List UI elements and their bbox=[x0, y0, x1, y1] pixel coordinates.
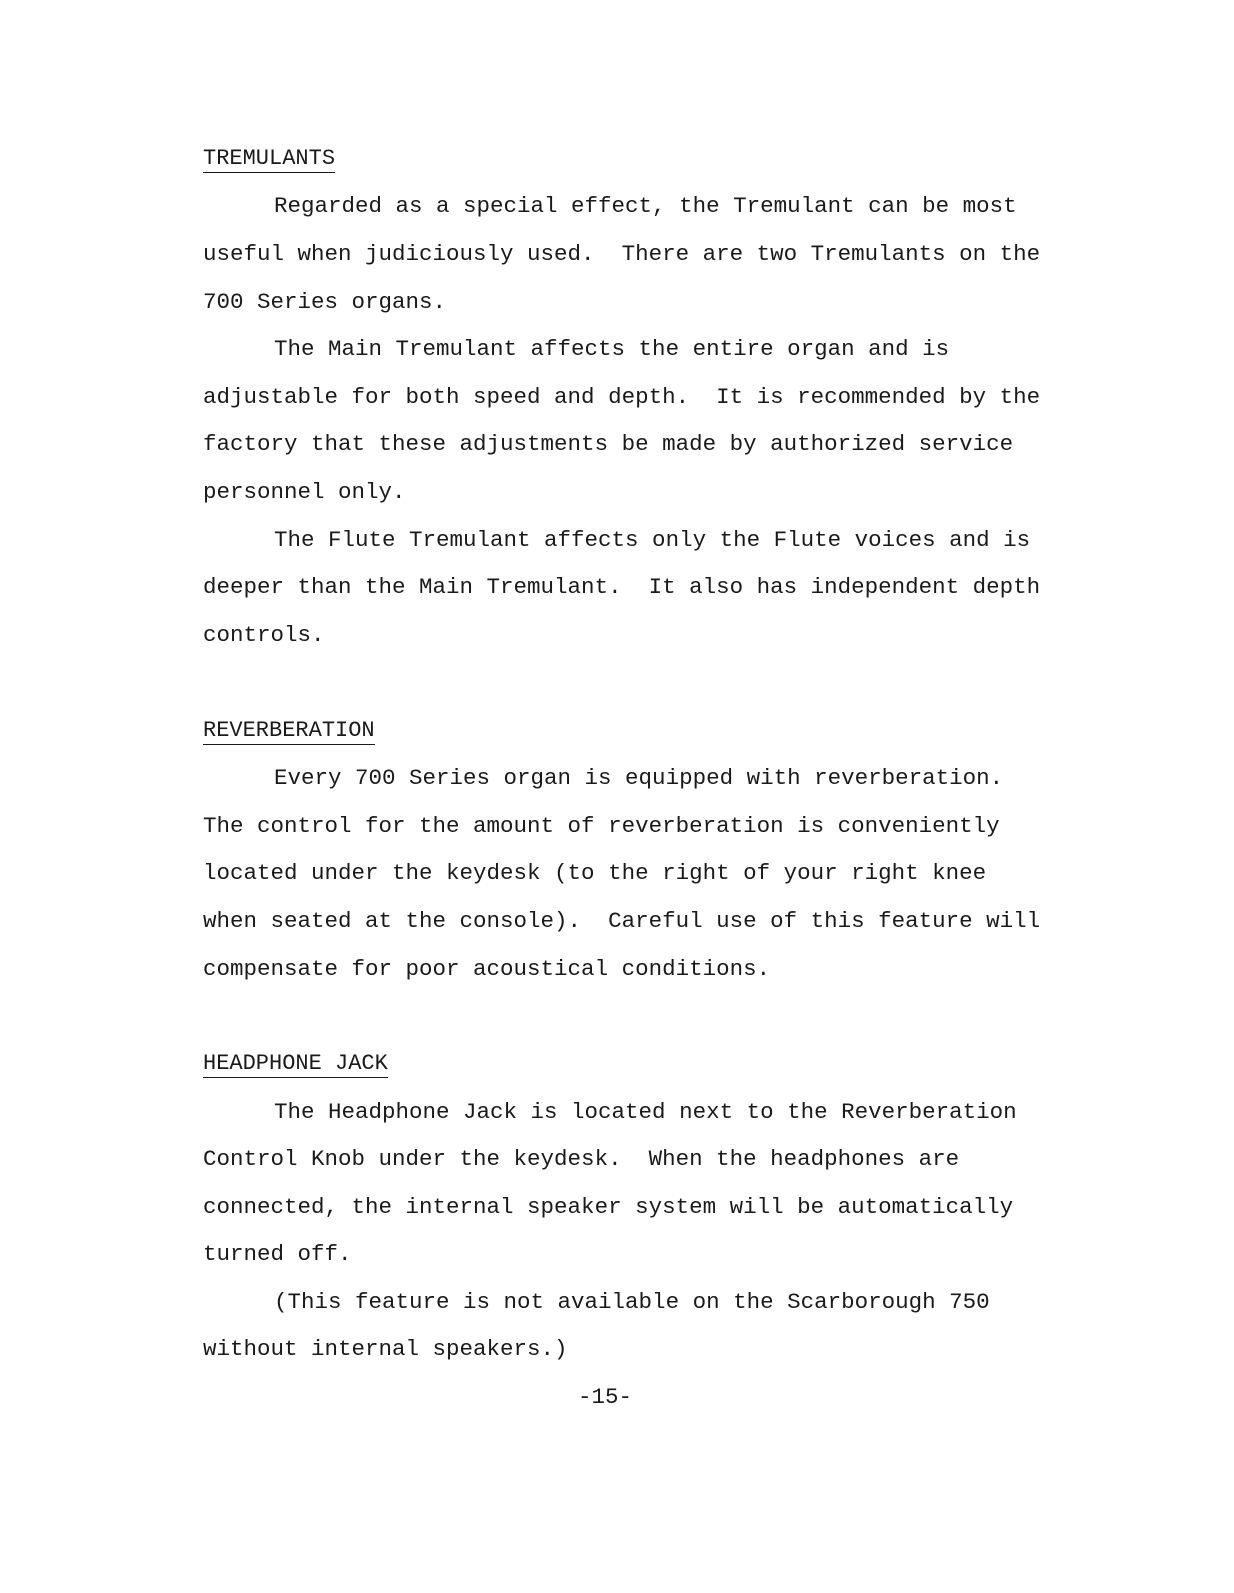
paragraph-line: controls. bbox=[203, 622, 325, 648]
paragraph-line: Control Knob under the keydesk. When the headphones are bbox=[203, 1146, 960, 1172]
paragraph-line: useful when judiciously used. There are two Tremulants on the bbox=[203, 241, 1041, 267]
paragraph-line: connected, the internal speaker system will be automatically bbox=[203, 1194, 1014, 1220]
paragraph-line: turned off. bbox=[203, 1241, 352, 1267]
paragraph-line: The Headphone Jack is located next to the Reverberation bbox=[274, 1099, 1017, 1125]
section-heading-headphone-jack: HEADPHONE JACK bbox=[203, 1051, 388, 1076]
paragraph-line: when seated at the console). Careful use of this feature will bbox=[203, 908, 1041, 934]
paragraph-line: The Main Tremulant affects the entire organ and is bbox=[274, 336, 950, 362]
page-number: -15- bbox=[578, 1384, 633, 1410]
paragraph-line: located under the keydesk (to the right of your right knee bbox=[203, 860, 987, 886]
paragraph-line: factory that these adjustments be made by authorized service bbox=[203, 431, 1014, 457]
section-heading-reverberation: REVERBERATION bbox=[203, 718, 375, 743]
paragraph-line: The control for the amount of reverberation is conveniently bbox=[203, 813, 1000, 839]
paragraph-line: 700 Series organs. bbox=[203, 289, 447, 315]
paragraph-line: (This feature is not available on the Scarborough 750 bbox=[274, 1289, 990, 1315]
paragraph-line: Regarded as a special effect, the Tremulant can be most bbox=[274, 193, 1017, 219]
paragraph-line: personnel only. bbox=[203, 479, 406, 505]
paragraph-line: Every 700 Series organ is equipped with reverberation. bbox=[274, 765, 1004, 791]
paragraph-line: adjustable for both speed and depth. It is recommended by the bbox=[203, 384, 1041, 410]
paragraph-line: without internal speakers.) bbox=[203, 1336, 568, 1362]
paragraph-line: deeper than the Main Tremulant. It also has independent depth bbox=[203, 574, 1041, 600]
paragraph-line: The Flute Tremulant affects only the Flute voices and is bbox=[274, 527, 1031, 553]
paragraph-line: compensate for poor acoustical conditions. bbox=[203, 956, 771, 982]
section-heading-tremulants: TREMULANTS bbox=[203, 146, 336, 171]
